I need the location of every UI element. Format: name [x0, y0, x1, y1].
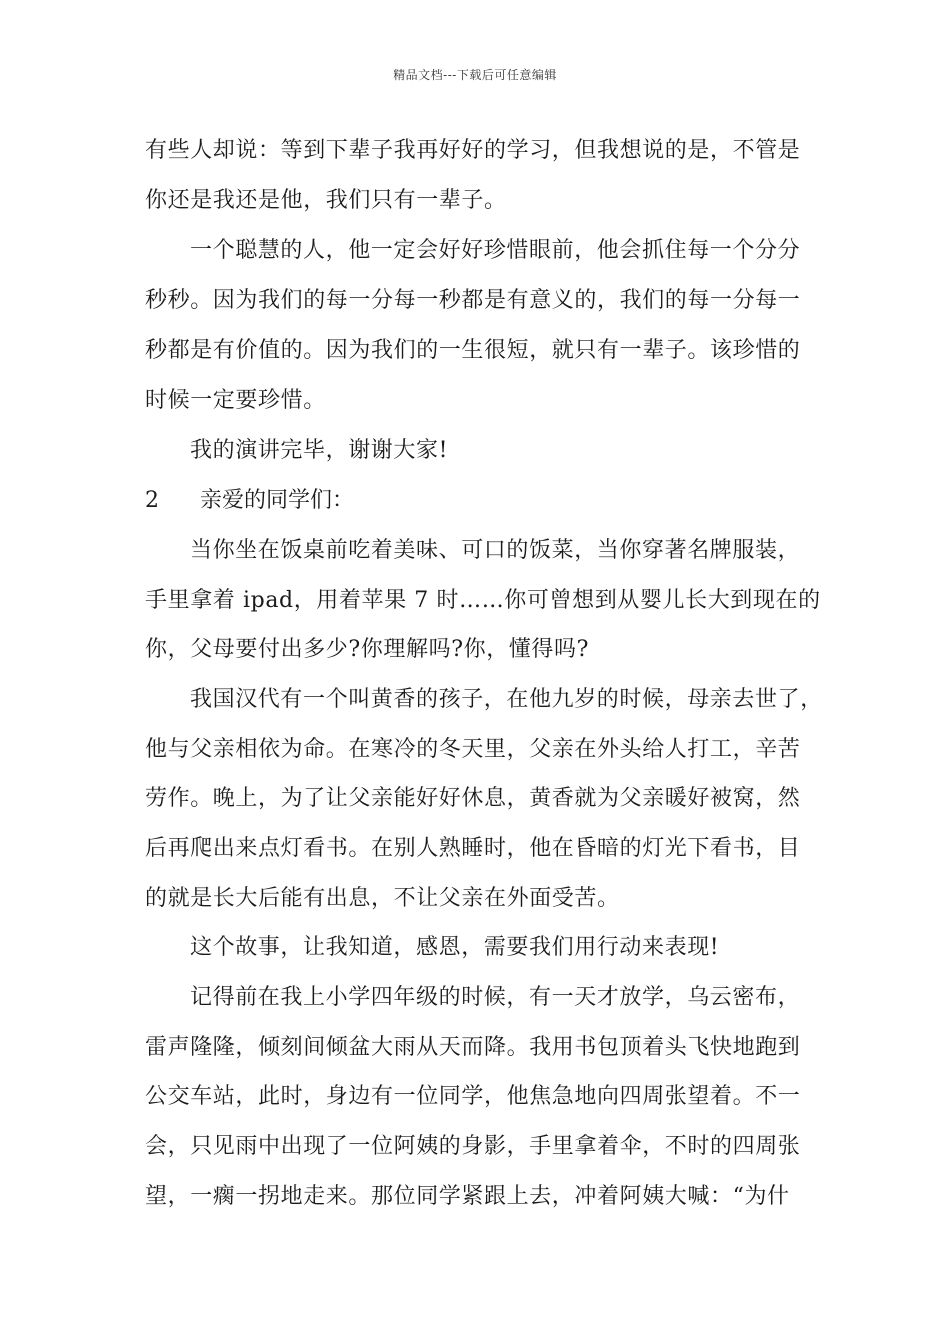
text-line: 你，父母要付出多少?你理解吗?你，懂得吗?	[145, 637, 589, 662]
text-line: 雷声隆隆，倾刻间倾盆大雨从天而降。我用书包顶着头飞快地跑到	[145, 1035, 801, 1060]
text-line: 这个故事，让我知道，感恩，需要我们用行动来表现!	[190, 935, 720, 960]
text-line: 你还是我还是他，我们只有一辈子。	[145, 188, 507, 213]
text-line: 我国汉代有一个叫黄香的孩子，在他九岁的时候，母亲去世了，	[190, 687, 823, 712]
text-line: 手里拿着 ipad，用着苹果 7 时……你可曾想到从婴儿长大到现在的	[145, 588, 821, 613]
section-title: 亲爱的同学们：	[200, 488, 355, 513]
text-line: 当你坐在饭桌前吃着美味、可口的饭菜，当你穿著名牌服装，	[190, 538, 801, 563]
section-number: 2	[145, 488, 159, 513]
text-line: 秒秒。因为我们的每一分每一秒都是有意义的，我们的每一分每一	[145, 288, 801, 313]
text-line: 记得前在我上小学四年级的时候，有一天才放学，乌云密布，	[190, 985, 801, 1010]
text-line: 后再爬出来点灯看书。在别人熟睡时，他在昏暗的灯光下看书，目	[145, 836, 801, 861]
text-line: 公交车站，此时，身边有一位同学，他焦急地向四周张望着。不一	[145, 1084, 801, 1109]
text-line: 他与父亲相依为命。在寒冷的冬天里，父亲在外头给人打工，辛苦	[145, 737, 801, 762]
text-line: 的就是长大后能有出息，不让父亲在外面受苦。	[145, 886, 620, 911]
text-line: 有些人却说：等到下辈子我再好好的学习，但我想说的是，不管是	[145, 138, 801, 163]
text-line: 我的演讲完毕，谢谢大家!	[190, 438, 449, 463]
text-line: 望，一瘸一拐地走来。那位同学紧跟上去，冲着阿姨大喊：“为什	[145, 1184, 790, 1209]
text-line: 时候一定要珍惜。	[145, 388, 326, 413]
text-line: 秒都是有价值的。因为我们的一生很短，就只有一辈子。该珍惜的	[145, 338, 801, 363]
page-header: 精品文档---下载后可任意编辑	[393, 68, 557, 82]
text-line: 会，只见雨中出现了一位阿姨的身影，手里拿着伞，不时的四周张	[145, 1134, 801, 1159]
text-line: 劳作。晚上，为了让父亲能好好休息，黄香就为父亲暖好被窝，然	[145, 786, 801, 811]
text-line: 一个聪慧的人，他一定会好好珍惜眼前，他会抓住每一个分分	[190, 238, 801, 263]
